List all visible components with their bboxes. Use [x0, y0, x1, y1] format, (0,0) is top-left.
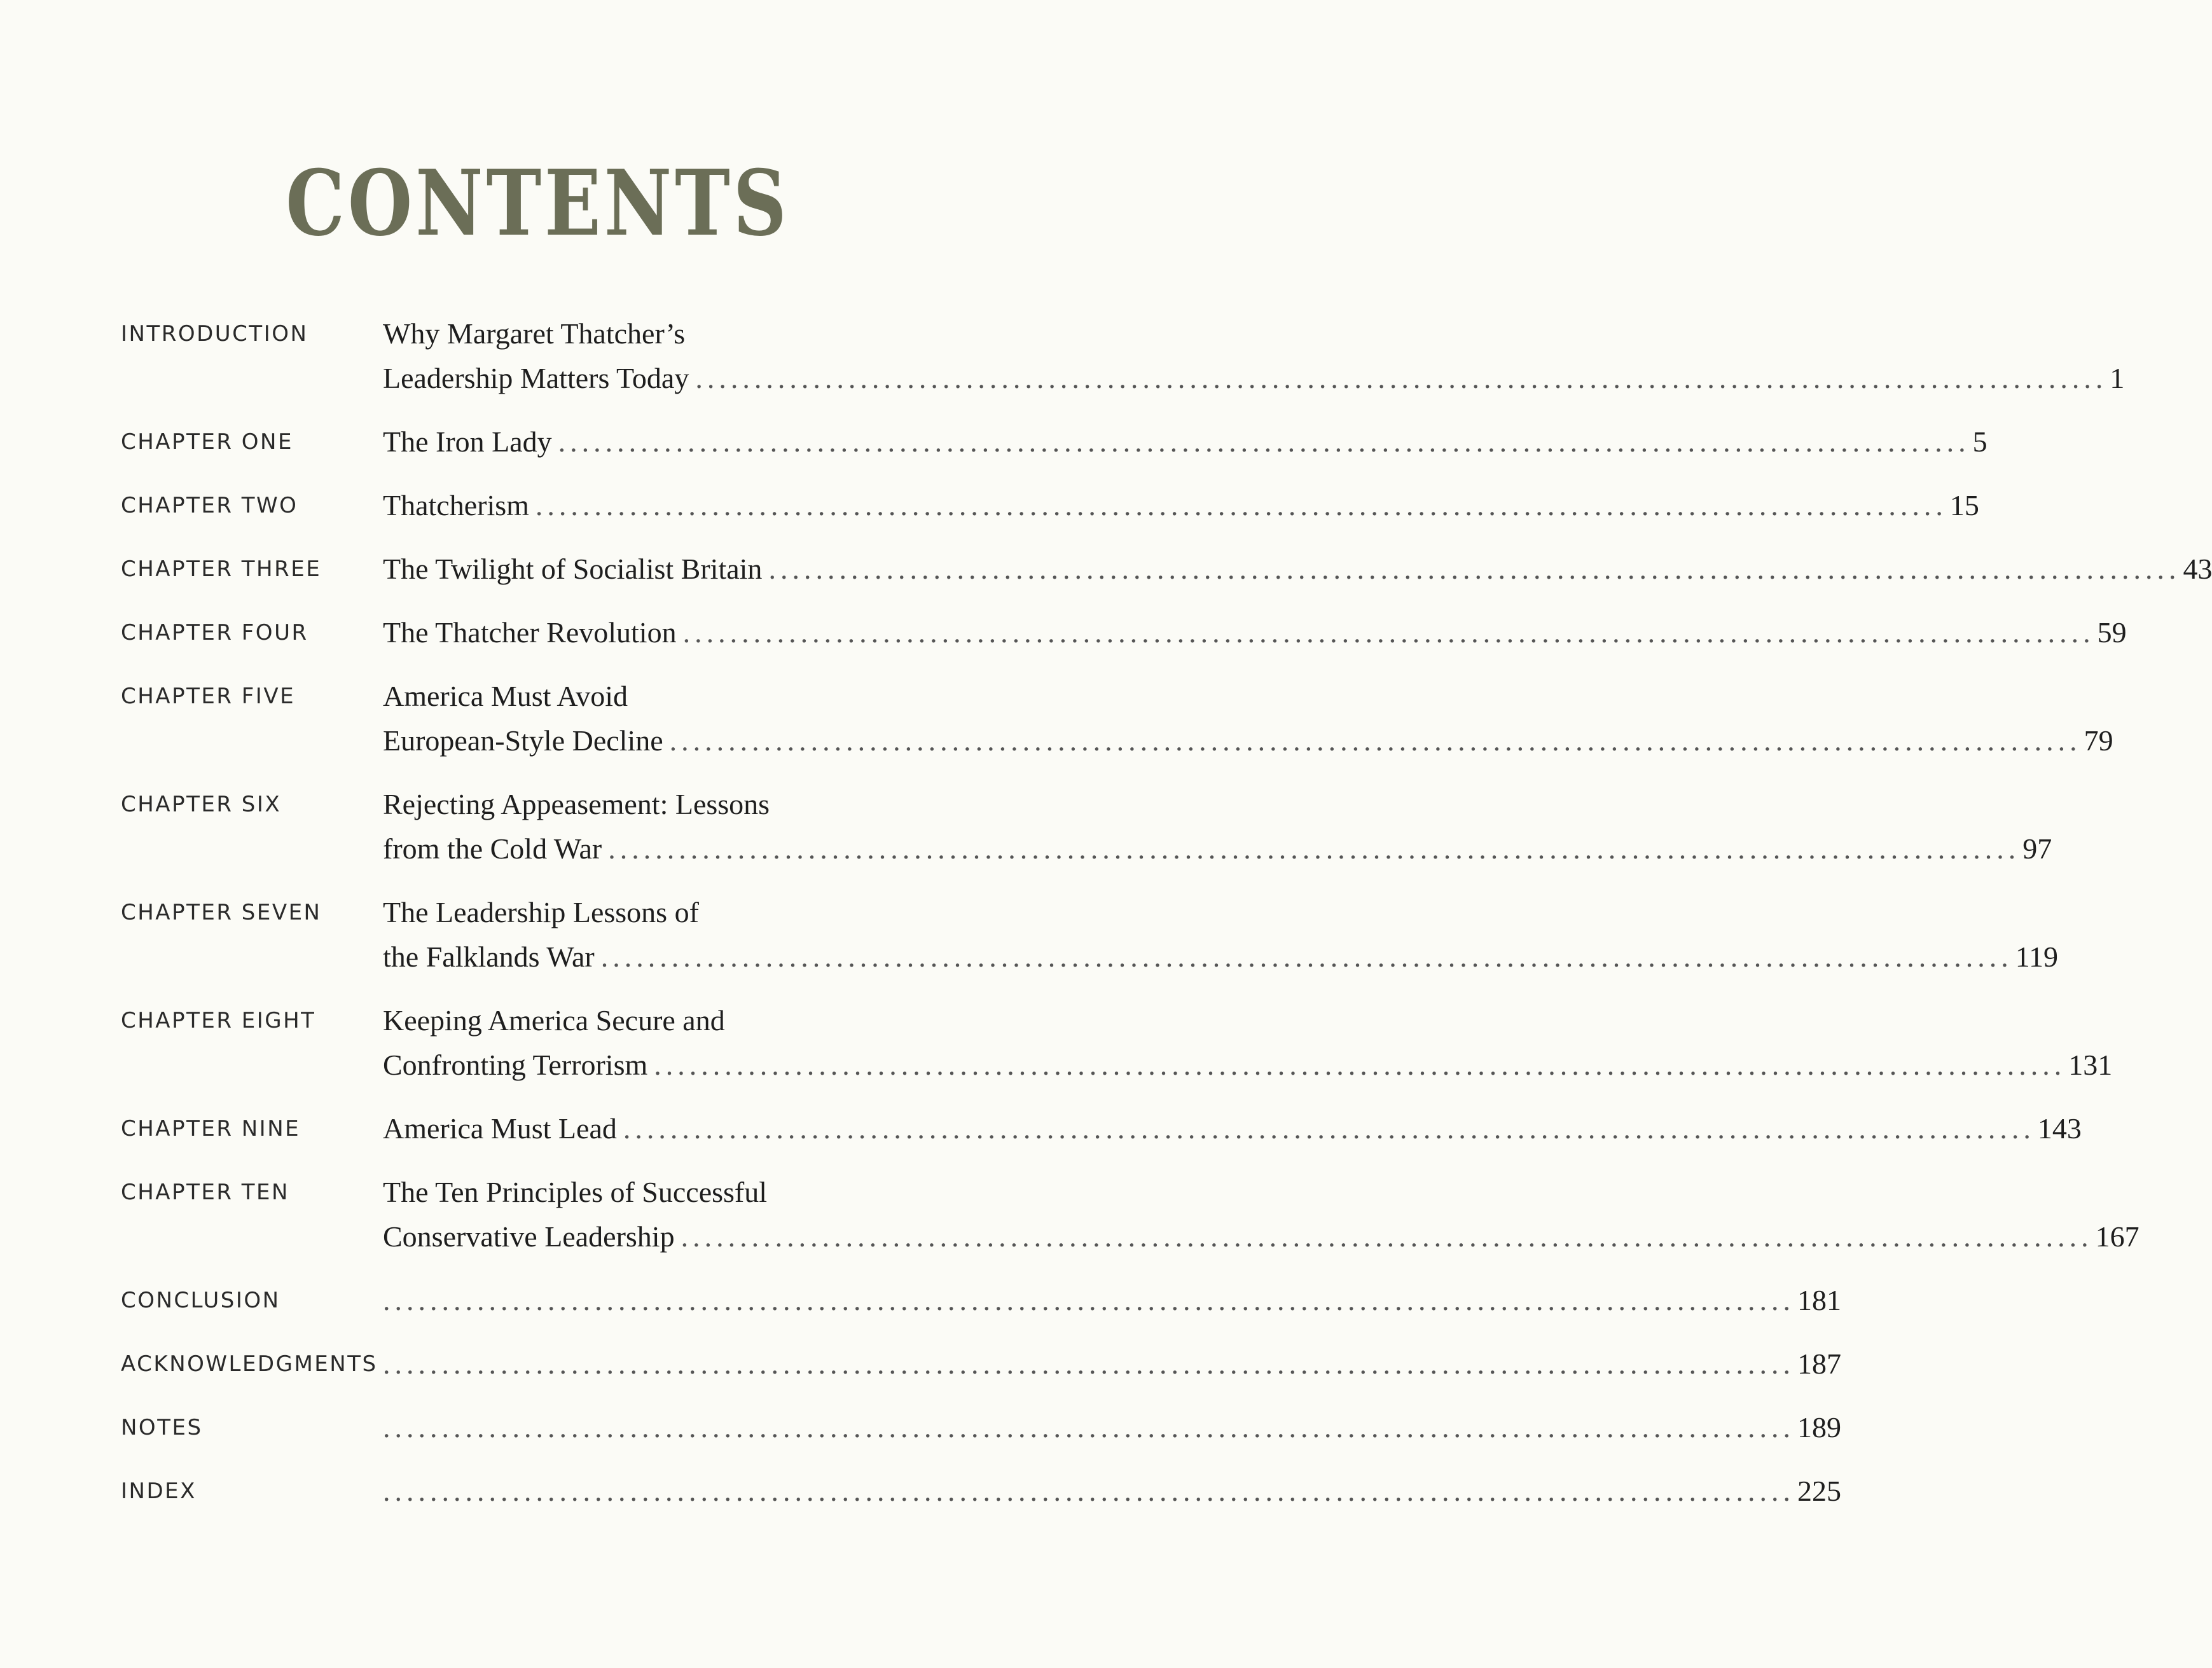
toc-entry-title: Conservative Leadership: [383, 1220, 675, 1253]
toc-entry-label: CHAPTER EIGHT: [121, 1008, 316, 1033]
page-number: 43: [2183, 553, 2212, 585]
toc-entry-leader-line: [383, 827, 2052, 871]
dot-leader: ........................................................................................................................: [768, 553, 2181, 585]
dot-leader: ........................................................................................................................: [383, 1411, 1795, 1444]
page-number: 181: [1797, 1284, 1841, 1316]
toc-entry-label: CHAPTER TWO: [121, 493, 298, 518]
toc-entry-content: [383, 1170, 2139, 1259]
toc-entry-leader-line: [383, 1106, 2082, 1151]
toc-entry-title: The Thatcher Revolution: [383, 616, 677, 649]
toc-entry-leader-line: [383, 1405, 1841, 1450]
toc-entry-leader-line: [383, 719, 2113, 763]
page-number: 97: [2022, 832, 2052, 865]
toc-entry-label: CHAPTER FIVE: [121, 684, 296, 709]
page-number: 5: [1972, 425, 1987, 458]
toc-entry-label: CHAPTER SIX: [121, 792, 282, 817]
toc-entry-content: [383, 1278, 1841, 1323]
dot-leader: ........................................................................................................................: [600, 941, 2013, 973]
toc-entry-content: [383, 1106, 2082, 1151]
page-number: 119: [2015, 941, 2059, 973]
toc-entry-leader-line: [383, 1215, 2139, 1259]
page-title: CONTENTS: [286, 151, 790, 256]
dot-leader: ........................................................................................................................: [608, 832, 2021, 865]
toc-entry-leader-line: [383, 935, 2059, 979]
page-number: 225: [1797, 1475, 1841, 1507]
page-number: 1: [2110, 362, 2125, 394]
toc-entry-title-line: Keeping America Secure and: [383, 1004, 725, 1037]
page-number: 79: [2084, 724, 2113, 757]
toc-entry-content: [383, 312, 2125, 401]
page-number: 187: [1797, 1347, 1841, 1380]
toc-entry-leader-line: [383, 1043, 2113, 1087]
toc-entry-content: [383, 998, 2113, 1087]
toc-entry-content: [383, 674, 2113, 763]
toc-entry-label: CHAPTER SEVEN: [121, 900, 322, 925]
page-number: 15: [1949, 489, 1979, 521]
toc-entry-title: Thatcherism: [383, 489, 529, 521]
page-number: 59: [2097, 616, 2127, 649]
toc-entry-content: [383, 1342, 1841, 1386]
toc-entry-label: CHAPTER NINE: [121, 1116, 301, 1141]
toc-entry-title: Confronting Terrorism: [383, 1049, 648, 1081]
toc-entry-content: [383, 547, 2212, 591]
toc-entry-title: the Falklands War: [383, 941, 595, 973]
toc-entry-title-line: The Ten Principles of Successful: [383, 1176, 768, 1208]
toc-entry-label: CHAPTER ONE: [121, 429, 293, 455]
page-number: 189: [1797, 1411, 1841, 1444]
toc-entry-title-line: Rejecting Appeasement: Lessons: [383, 788, 770, 820]
page-number: 143: [2037, 1112, 2082, 1145]
toc-entry-title-line: The Leadership Lessons of: [383, 896, 699, 928]
toc-entry-label: INTRODUCTION: [121, 321, 308, 347]
toc-entry-leader-line: [383, 547, 2212, 591]
dot-leader: ........................................................................................................................: [623, 1112, 2035, 1145]
toc-entry-title: from the Cold War: [383, 832, 602, 865]
toc-entry-title: European-Style Decline: [383, 724, 663, 757]
dot-leader: ........................................................................................................................: [383, 1347, 1795, 1380]
toc-entry-content: [383, 1405, 1841, 1450]
toc-entry-title: The Twilight of Socialist Britain: [383, 553, 763, 585]
toc-entry-content: [383, 890, 2059, 979]
toc-entry-title: America Must Lead: [383, 1112, 617, 1145]
dot-leader: ........................................................................................................................: [682, 616, 2095, 649]
toc-entry-title-line: Why Margaret Thatcher’s: [383, 317, 686, 350]
toc-entry-leader-line: [383, 483, 1979, 528]
dot-leader: ........................................................................................................................: [654, 1049, 2066, 1081]
toc-entry-label: CHAPTER TEN: [121, 1180, 289, 1205]
dot-leader: ........................................................................................................................: [535, 489, 1947, 521]
toc-entry-content: [383, 610, 2127, 655]
dot-leader: ........................................................................................................................: [669, 724, 2082, 757]
toc-entry-label: INDEX: [121, 1478, 197, 1504]
toc-entry-content: [383, 420, 1987, 464]
toc-entry-leader-line: [383, 356, 2125, 401]
dot-leader: ........................................................................................................................: [681, 1220, 2093, 1253]
toc-entry-label: ACKNOWLEDGMENTS: [121, 1351, 378, 1377]
toc-entry-label: CONCLUSION: [121, 1288, 280, 1313]
toc-entry-leader-line: [383, 610, 2127, 655]
toc-entry-leader-line: [383, 1469, 1841, 1513]
toc-entry-content: [383, 782, 2052, 871]
toc-entry-content: [383, 483, 1979, 528]
page-number: 131: [2068, 1049, 2113, 1081]
dot-leader: ........................................................................................................................: [383, 1475, 1795, 1507]
toc-entry-title: Leadership Matters Today: [383, 362, 689, 394]
toc-entry-label: CHAPTER FOUR: [121, 620, 308, 645]
dot-leader: ........................................................................................................................: [695, 362, 2108, 394]
dot-leader: ........................................................................................................................: [383, 1284, 1795, 1316]
page-number: 167: [2095, 1220, 2139, 1253]
toc-entry-leader-line: [383, 420, 1987, 464]
toc-entry-title-line: America Must Avoid: [383, 680, 628, 712]
dot-leader: ........................................................................................................................: [558, 425, 1970, 458]
toc-entry-content: [383, 1469, 1841, 1513]
toc-entry-leader-line: [383, 1342, 1841, 1386]
toc-entry-title: The Iron Lady: [383, 425, 552, 458]
toc-entry-label: NOTES: [121, 1415, 203, 1440]
toc-entry-label: CHAPTER THREE: [121, 556, 322, 582]
toc-entry-leader-line: [383, 1278, 1841, 1323]
